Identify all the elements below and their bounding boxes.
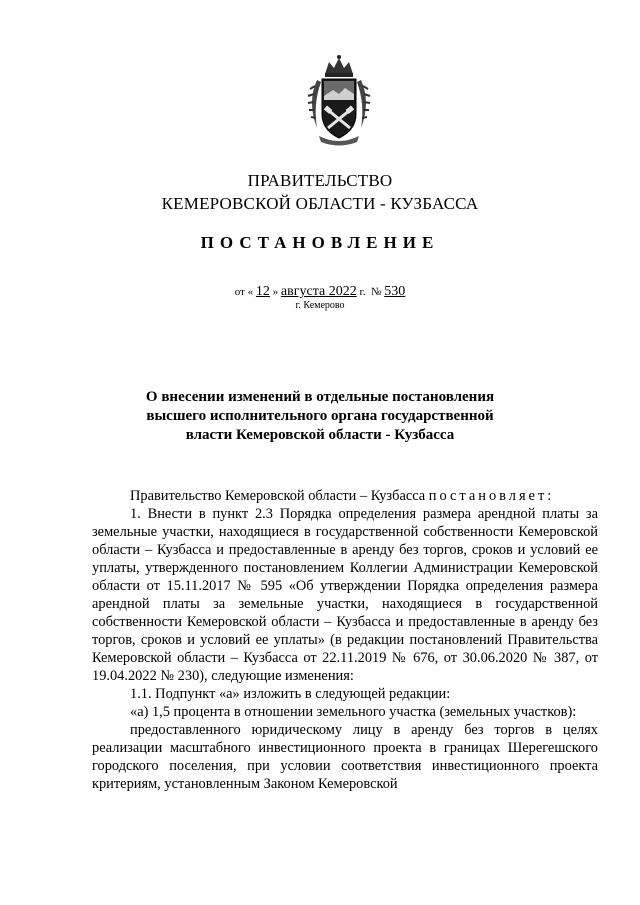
coat-of-arms-emblem	[303, 52, 375, 148]
intro-resolves: постановляет:	[428, 488, 555, 504]
date-number-line	[0, 284, 640, 300]
date-day: 12	[255, 284, 270, 299]
decree-title-line2: высшего исполнительного органа государственной	[146, 408, 494, 424]
date-month-year: августа 2022	[280, 284, 357, 299]
intro-text: Правительство Кемеровской области – Кузбасса	[130, 488, 429, 504]
document-body	[92, 487, 598, 793]
paragraph-a: «а) 1,5 процента в отношении земельного участка (земельных участков):	[130, 704, 577, 720]
document-number: 530	[384, 284, 406, 299]
government-name-line1: ПРАВИТЕЛЬСТВО	[247, 171, 393, 190]
city-name: г. Кемерово	[295, 300, 345, 311]
intro-paragraph	[92, 487, 598, 505]
paragraph-a-item: предоставленного юридическому лицу в аренду без торгов в целях реализации масштабного инвестиционного проекта в границах Шерегешского городского поселения, при условии соответствия инвестиционного проекта критериям, установленным Законом Кемеровской	[92, 722, 598, 792]
number-prefix: №	[371, 286, 382, 298]
date-mid: »	[272, 286, 279, 298]
paragraph-1: 1. Внести в пункт 2.3 Порядка определения размера арендной платы за земельные участки, находящиеся в государственной собственности Кемеровской области – Кузбасса и предоставленные в аренду без торгов, сроков и условий ее уплаты, утвержденного постановлением Коллегии Администрации Кемеровской области от 15.11.2017 № 595 «Об утверждении Порядка определения размера арендной платы за земельные участки, находящиеся в государственной собственности Кемеровской области – Кузбасса и предоставленные в аренду без торгов, сроков и условий ее уплаты» (в редакции постановлений Правительства Кемеровской области – Кузбасса от 22.11.2019 № 676, от 30.06.2020 № 387, от 19.04.2022 № 230), следующие изменения:	[92, 506, 598, 684]
paragraph-1-1: 1.1. Подпункт «а» изложить в следующей редакции:	[130, 686, 451, 702]
decree-title	[0, 388, 640, 445]
document-type: ПОСТАНОВЛЕНИЕ	[200, 233, 440, 252]
date-prefix: от «	[234, 286, 254, 298]
decree-title-line3: власти Кемеровской области - Кузбасса	[185, 427, 455, 443]
decree-title-line1: О внесении изменений в отдельные постановления	[145, 389, 495, 405]
government-name-line2: КЕМЕРОВСКОЙ ОБЛАСТИ - КУЗБАССА	[161, 194, 479, 213]
date-year-suffix: г.	[359, 286, 366, 298]
